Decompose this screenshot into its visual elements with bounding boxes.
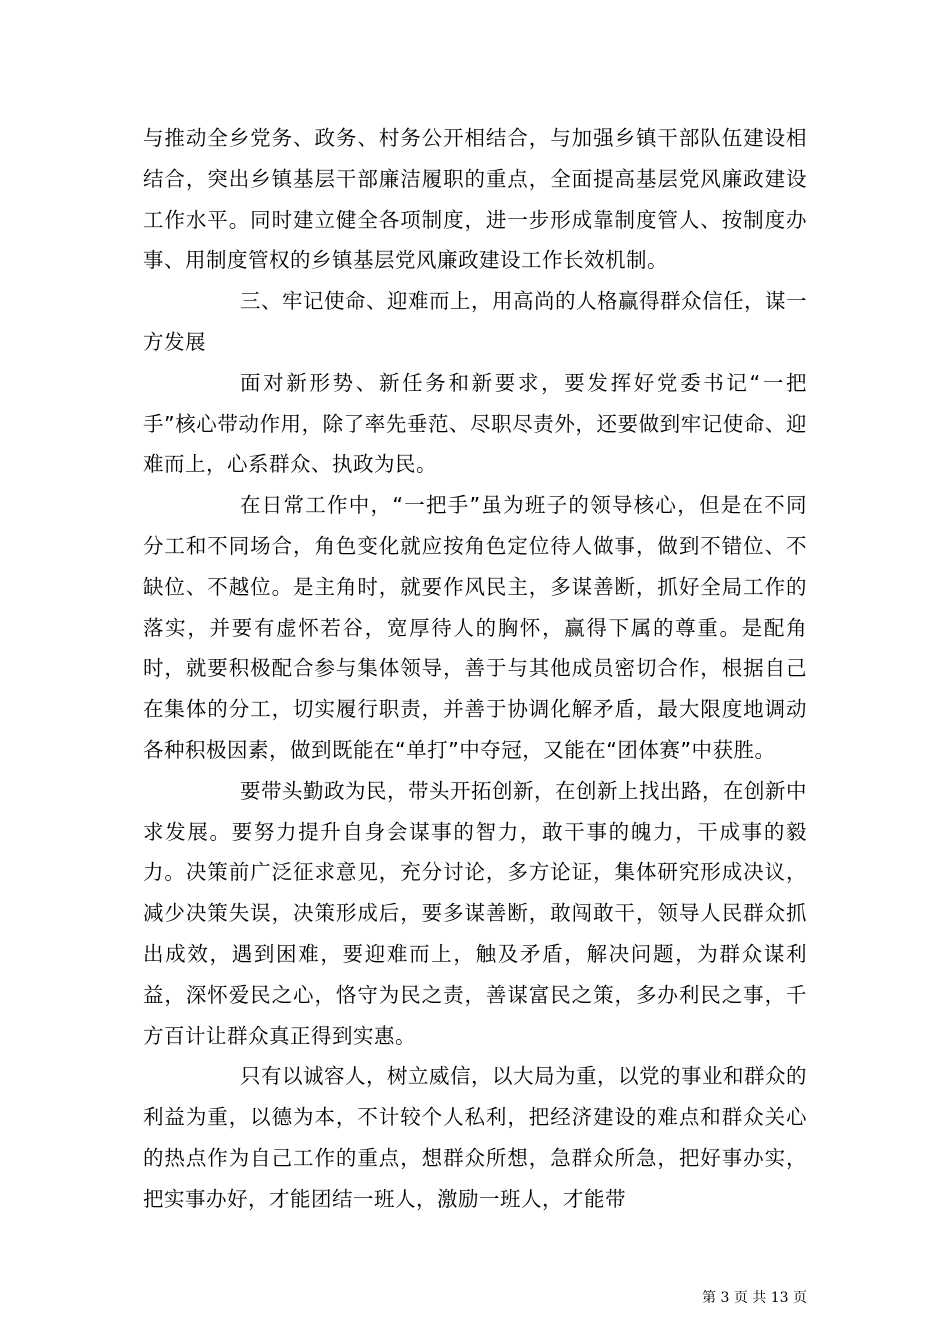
paragraph-continuation: 与推动全乡党务、政务、村务公开相结合，与加强乡镇干部队伍建设相结合，突出乡镇基层干部廉洁履职的重点，全面提高基层党风廉政建设工作水平。同时建立健全各项制度，进一步形成靠制度管人、按制度办事、用制度管权的乡镇基层党风廉政建设工作长效机制。 xyxy=(143,126,807,273)
paragraph: 在日常工作中，“一把手”虽为班子的领导核心，但是在不同分工和不同场合，角色变化就应按角色定位待人做事，做到不错位、不缺位、不越位。是主角时，就要作风民主，多谋善断，抓好全局工作的落实，并要有虚怀若谷，宽厚待人的胸怀，赢得下属的尊重。是配角时，就要积极配合参与集体领导，善于与其他成员密切合作，根据自己在集体的分工，切实履行职责，并善于协调化解矛盾，最大限度地调动各种积极因素，做到既能在“单打”中夺冠，又能在“团体赛”中获胜。 xyxy=(143,493,807,762)
paragraph: 面对新形势、新任务和新要求，要发挥好党委书记“一把手”核心带动作用，除了率先垂范、尽职尽责外，还要做到牢记使命、迎难而上，心系群众、执政为民。 xyxy=(143,370,807,477)
section-heading: 三、牢记使命、迎难而上，用高尚的人格赢得群众信任，谋一方发展 xyxy=(143,289,807,354)
document-body xyxy=(143,118,807,1220)
paragraph: 要带头勤政为民，带头开拓创新，在创新上找出路，在创新中求发展。要努力提升自身会谋事的智力，敢干事的魄力，干成事的毅力。决策前广泛征求意见，充分讨论，多方论证，集体研究形成决议，减少决策失误，决策形成后，要多谋善断，敢闯敢干，领导人民群众抓出成效，遇到困难，要迎难而上，触及矛盾，解决问题，为群众谋利益，深怀爱民之心，恪守为民之责，善谋富民之策，多办利民之事，千方百计让群众真正得到实惠。 xyxy=(143,778,807,1048)
paragraph: 只有以诚容人，树立威信，以大局为重，以党的事业和群众的利益为重，以德为本，不计较个人私利，把经济建设的难点和群众关心的热点作为自己工作的重点，想群众所想，急群众所急，把好事办实，把实事办好，才能团结一班人，激励一班人，才能带 xyxy=(143,1064,807,1211)
page-number-footer: 第 3 页 共 13 页 xyxy=(702,1290,807,1306)
